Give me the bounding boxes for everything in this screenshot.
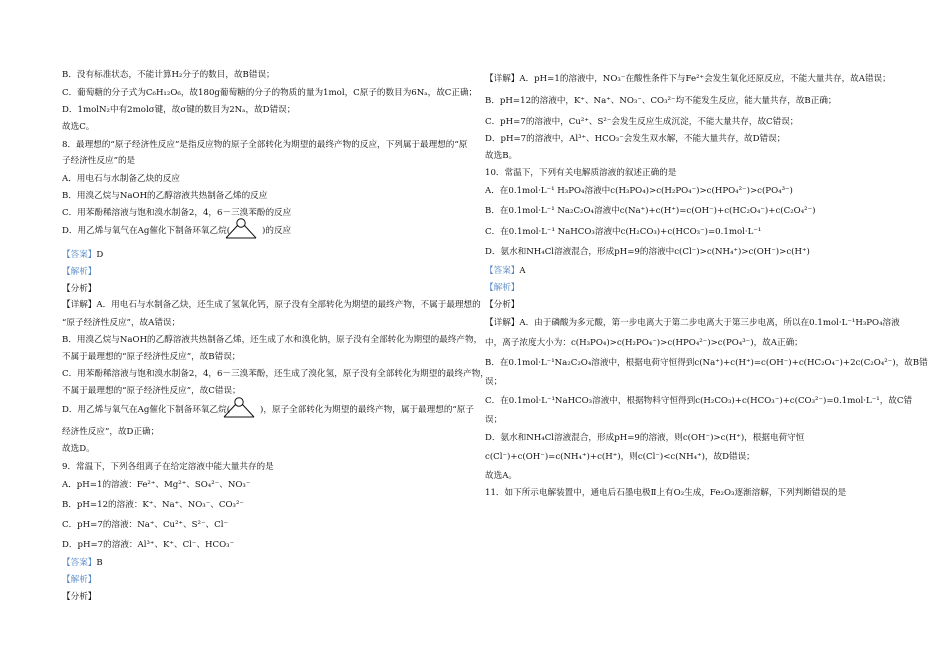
text-line: 9．常温下，下列各组离子在给定溶液中能大量共存的是 [62,462,274,472]
text-line: )，原子全部转化为期望的最终产物，属于最理想的“原子 [260,405,474,415]
answer-value: B [96,558,103,568]
text-line: C．在0.1mol·L⁻¹ NaHCO₃溶液中c(H₂CO₃)+c(HCO₃⁻)=0.1mol·L⁻¹ [485,227,762,237]
text-line: D．用乙烯与氧气在Ag催化下制备环氧乙烷( [62,405,231,415]
text-line: B．pH=12的溶液：K⁺、Na⁺、NO₃⁻、CO₃²⁻ [62,500,244,510]
text-line [485,266,526,277]
text-line: B．在0.1mol·L⁻¹Na₂C₂O₄溶液中，根据电荷守恒得到c(Na⁺)+c(H⁺)=c(OH⁻)+c(HC₂O₄⁻)+2c(C₂O₄²⁻)，故B错 [485,358,928,368]
text-line: 不属于最理想的“原子经济性反应”，故C错误； [62,386,241,396]
text-line: 【分析】 [62,284,97,294]
text-line: 【详解】A．用电石与水制备乙炔，还生成了氢氧化钙，原子没有全部转化为期望的最终产物，不属于最理想的 [62,300,481,310]
text-line: 【解析】 [485,283,520,293]
text-line: 【分析】 [485,300,520,310]
text-line: 11．如下所示电解装置中，通电后石墨电极Ⅱ上有O₂生成，Fe₂O₃逐渐溶解，下列判断错误的是 [485,488,847,498]
text-line: C．用苯酚稀溶液与饱和溴水制备2，4，6－三溴苯酚，还生成了溴化氢，原子没有全部转化为期望的最终产物， [62,369,489,379]
text-line: 中，离子浓度大小为：c(H₃PO₄)>c(H₂PO₄⁻)>c(HPO₄²⁻)>c(PO₄³⁻)，故A正确； [485,338,803,348]
text-line: 【解析】 [62,575,97,585]
text-line: 故选D。 [62,444,95,454]
text-line: )的反应 [262,226,292,236]
text-line: 故选B。 [485,151,518,161]
text-line: B．在0.1mol·L⁻¹ Na₂C₂O₄溶液中c(Na⁺)+c(H⁺)=c(OH⁻)+c(HC₂O₄⁻)+c(C₂O₄²⁻) [485,206,816,216]
text-line: D．1molN₂中有2molσ键，故σ键的数目为2Nₐ，故D错误； [62,105,296,115]
epoxide-structure-icon [220,396,258,420]
answer-label: 【答案】 [485,266,520,276]
text-line: “原子经济性反应”，故A错误； [62,318,181,328]
text-line: C．pH=7的溶液：Na⁺、Cu²⁺、S²⁻、Cl⁻ [62,520,228,530]
text-line: D．pH=7的溶液中，Al³⁺、HCO₃⁻会发生双水解，不能大量共存，故D错误； [485,134,786,144]
text-line: 故选C。 [62,122,95,132]
text-line: 【详解】A．由于磷酸为多元酸，第一步电离大于第二步电离大于第三步电离，所以在0.1mol·L⁻¹H₃PO₄溶液 [485,318,900,328]
text-line: 【分析】 [62,592,97,602]
text-line: A．pH=1的溶液：Fe²⁺、Mg²⁺、SO₄²⁻、NO₃⁻ [62,480,251,490]
text-line: 【解析】 [62,267,97,277]
text-line: B．没有标准状态，不能计算H₂分子的数目，故B错误； [62,70,275,80]
text-line: B．pH=12的溶液中，K⁺、Na⁺、NO₃⁻、CO₃²⁻均不能发生反应，能大量共存，故B正确； [485,96,837,106]
text-line: C．pH=7的溶液中，Cu²⁺、S²⁻会发生反应生成沉淀，不能大量共存，故C错误； [485,117,799,127]
text-line: C．在0.1mol·L⁻¹NaHCO₃溶液中，根据物料守恒得到c(H₂CO₃)+c(HCO₃⁻)+c(CO₃²⁻)=0.1mol·L⁻¹，故C错 [485,396,913,406]
text-line: B．用溴乙烷与NaOH的乙醇溶液共热制备乙烯的反应 [62,191,268,201]
text-line: D．氨水和NH₄Cl溶液混合，形成pH=9的溶液，则c(OH⁻)>c(H⁺)，根据电荷守恒 [485,433,805,443]
text-line: C．葡萄糖的分子式为C₆H₁₂O₆，故180g葡萄糖的分子的物质的量为1mol，C原子的数目为6Nₐ，故C正确； [62,88,478,98]
answer-value: D [96,250,104,260]
text-line: 子经济性反应”的是 [62,156,136,166]
text-line: 【详解】A．pH=1的溶液中，NO₃⁻在酸性条件下与Fe²⁺会发生氧化还原反应，不能大量共存，故A错误； [485,74,891,84]
text-line: 误； [485,415,503,425]
text-line: A．在0.1mol·L⁻¹ H₃PO₄溶液中c(H₃PO₄)>c(H₂PO₄⁻)>c(HPO₄²⁻)>c(PO₄³⁻) [485,186,793,196]
text-line: 10．常温下，下列有关电解质溶液的叙述正确的是 [485,168,677,178]
text-line: B．用溴乙烷与NaOH的乙醇溶液共热制备乙烯，还生成了水和溴化钠，原子没有全部转化为期望的最终产物， [62,335,483,345]
text-line: D．用乙烯与氧气在Ag催化下制备环氧乙烷( [62,226,231,236]
text-line: 8．最理想的“原子经济性反应”是指反应物的原子全部转化为期望的最终产物的反应，下列属于最理想的“原 [62,140,468,150]
answer-label: 【答案】 [62,250,97,260]
text-line [62,250,103,261]
text-line: c(Cl⁻)+c(OH⁻)=c(NH₄⁺)+c(H⁺)，则c(Cl⁻)<c(NH₄⁺)，故D错误； [485,452,755,462]
text-line: C．用苯酚稀溶液与饱和溴水制备2，4，6－三溴苯酚的反应 [62,208,292,218]
answer-label: 【答案】 [62,558,97,568]
text-line [62,558,103,569]
text-line: 故选A。 [485,471,517,481]
epoxide-structure-icon [222,217,260,241]
text-line: D．氨水和NH₄Cl溶液混合，形成pH=9的溶液中c(Cl⁻)>c(NH₄⁺)>c(OH⁻)>c(H⁺) [485,247,810,257]
text-line: D．pH=7的溶液：Al³⁺、K⁺、Cl⁻、HCO₃⁻ [62,540,235,550]
text-line: 误； [485,377,503,387]
answer-value: A [519,266,526,276]
text-line: 不属于最理想的“原子经济性反应”，故B错误； [62,352,241,362]
text-line: A．用电石与水制备乙炔的反应 [62,174,180,184]
text-line: 经济性反应”，故D正确； [62,427,160,437]
